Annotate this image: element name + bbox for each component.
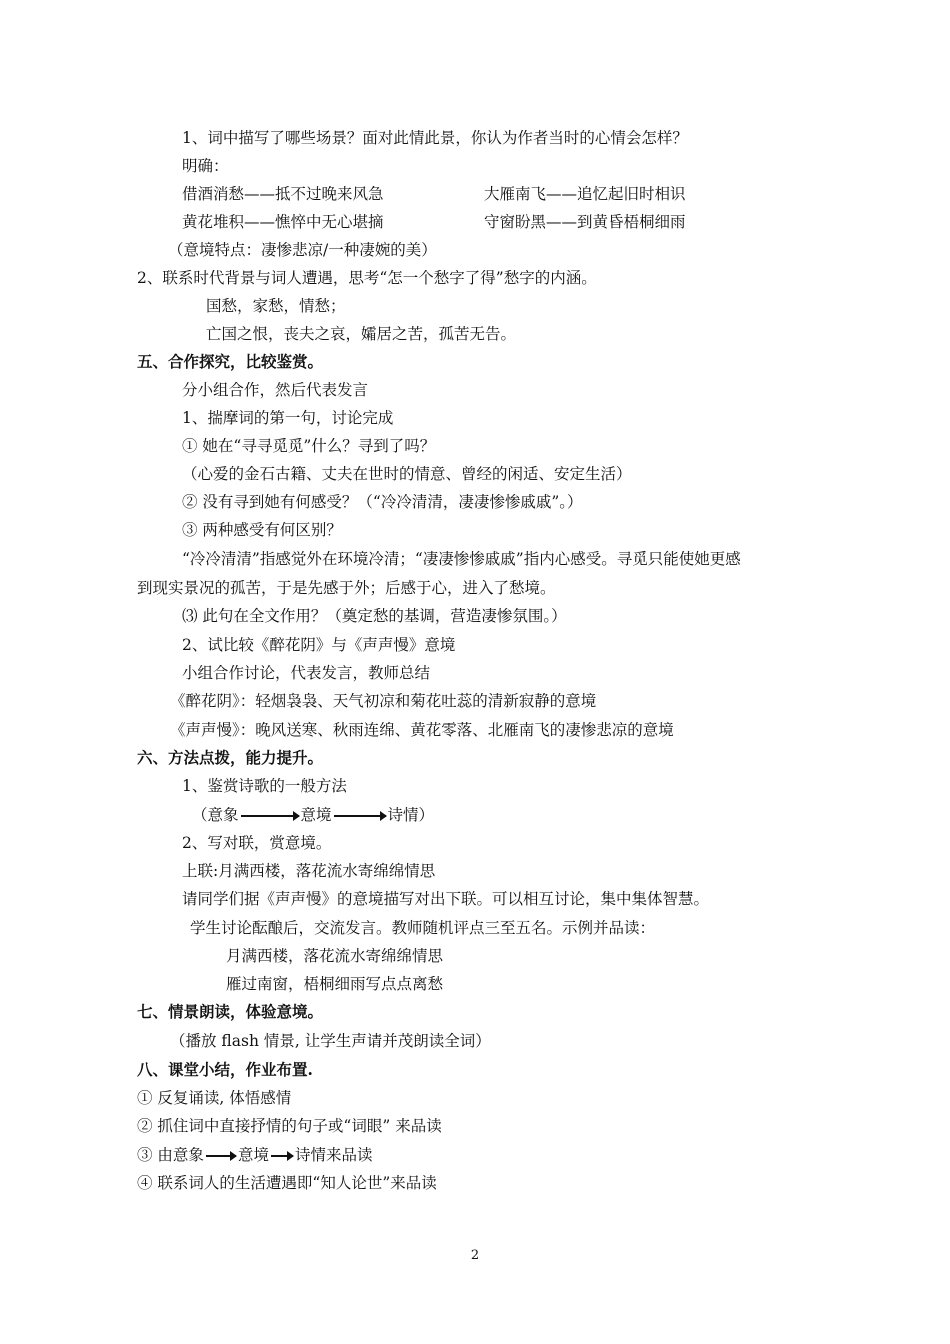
arrow-right-icon <box>241 815 299 817</box>
summary-3-step-2: 意境 <box>237 1146 269 1164</box>
example-upper: 月满西楼，落花流水寄绵绵情思 <box>226 947 444 965</box>
section-7-heading: 七、情景朗读，体验意境。 <box>137 1002 324 1021</box>
section-8-heading: 八、课堂小结，作业布置. <box>137 1060 313 1079</box>
group-discussion: 小组合作讨论，代表发言，教师总结 <box>182 664 431 682</box>
summary-4: ④ 联系词人的生活遭遇即“知人论世”来品读 <box>137 1174 437 1192</box>
couplet-discussion: 学生讨论酝酿后，交流发言。教师随机评点三至五名。示例并品读： <box>190 919 656 937</box>
zuihuayin-mood: 《醉花阴》：轻烟袅袅、天气初凉和菊花吐蕊的清新寂静的意境 <box>170 692 597 710</box>
flow-step-2: 意境 <box>300 806 332 824</box>
q-search: ① 她在“寻寻觅觅”什么？寻到了吗？ <box>182 437 436 455</box>
method-1: 1、鉴赏诗歌的一般方法 <box>182 777 347 795</box>
arrow-right-icon <box>271 1155 293 1157</box>
flow-step-1: （意象 <box>192 806 239 824</box>
clarify-label: 明确： <box>182 157 229 175</box>
section-6-heading: 六、方法点拨，能力提升。 <box>137 748 324 767</box>
q-search-answer: （心爱的金石古籍、丈夫在世时的情意、曾经的闲适、安定生活） <box>182 465 632 483</box>
summary-3 <box>137 1145 372 1165</box>
section-5-heading: 五、合作探究，比较鉴赏。 <box>137 352 324 371</box>
summary-1: ① 反复诵读, 体悟感情 <box>137 1089 292 1107</box>
example-lower: 雁过南窗，梧桐细雨写点点离愁 <box>226 975 444 993</box>
couplet-instruction: 请同学们据《声声慢》的意境描写对出下联。可以相互讨论，集中集体智慧。 <box>182 890 710 908</box>
question-2: 2、联系时代背景与词人遭遇，思考“怎一个愁字了得”愁字的内涵。 <box>137 269 597 287</box>
task-1: 1、揣摩词的第一句，讨论完成 <box>182 409 394 427</box>
question-1: 1、词中描写了哪些场景？面对此情此景，你认为作者当时的心情会怎样？ <box>182 129 688 147</box>
summary-3-step-3: 诗情来品读 <box>294 1146 373 1164</box>
shengshengman-mood: 《声声慢》：晚风送寒、秋雨连绵、黄花零落、北雁南飞的凄惨悲凉的意境 <box>170 721 674 739</box>
sorrow-types: 国愁，家愁，情愁； <box>206 297 346 315</box>
q-difference: ③ 两种感受有何区别？ <box>182 521 342 539</box>
mood-feature: （意境特点：凄惨悲凉/一种凄婉的美） <box>168 241 437 259</box>
scene-3: 黄花堆积——憔悴中无心堪摘 <box>182 213 384 231</box>
summary-3-step-1: ③ 由意象 <box>137 1146 204 1164</box>
difference-answer-1: “冷冷清清”指感觉外在环境冷清；“凄凄惨惨戚戚”指内心感受。寻觅只能使她更感 <box>182 550 741 568</box>
couplet-upper: 上联:月满西楼，落花流水寄绵绵情思 <box>182 862 436 880</box>
scene-4: 守窗盼黑——到黄昏梧桐细雨 <box>484 213 686 231</box>
sorrow-details: 亡国之恨，丧夫之哀，孀居之苦，孤苦无告。 <box>206 325 517 343</box>
q-function: ⑶ 此句在全文作用？（奠定愁的基调，营造凄惨氛围。） <box>182 607 567 625</box>
q-feeling: ② 没有寻到她有何感受？（“冷冷清清，凄凄惨惨戚戚”。） <box>182 493 583 511</box>
difference-answer-2: 到现实景况的孤苦，于是先感于外；后感于心，进入了愁境。 <box>137 579 556 597</box>
method-flow <box>192 805 434 825</box>
arrow-right-icon <box>334 815 386 817</box>
scene-2: 大雁南飞——追忆起旧时相识 <box>484 185 686 203</box>
method-2: 2、写对联，赏意境。 <box>182 834 332 852</box>
flash-reading: （播放 flash 情景, 让学生声请并茂朗读全词） <box>170 1032 491 1050</box>
summary-2: ② 抓住词中直接抒情的句子或“词眼” 来品读 <box>137 1117 442 1135</box>
scene-1: 借酒消愁——抵不过晚来风急 <box>182 185 384 203</box>
task-2: 2、试比较《醉花阴》与《声声慢》意境 <box>182 636 456 654</box>
page-number: 2 <box>470 1248 480 1263</box>
arrow-right-icon <box>206 1155 236 1157</box>
flow-step-3: 诗情） <box>387 806 435 824</box>
group-work: 分小组合作，然后代表发言 <box>182 381 369 399</box>
